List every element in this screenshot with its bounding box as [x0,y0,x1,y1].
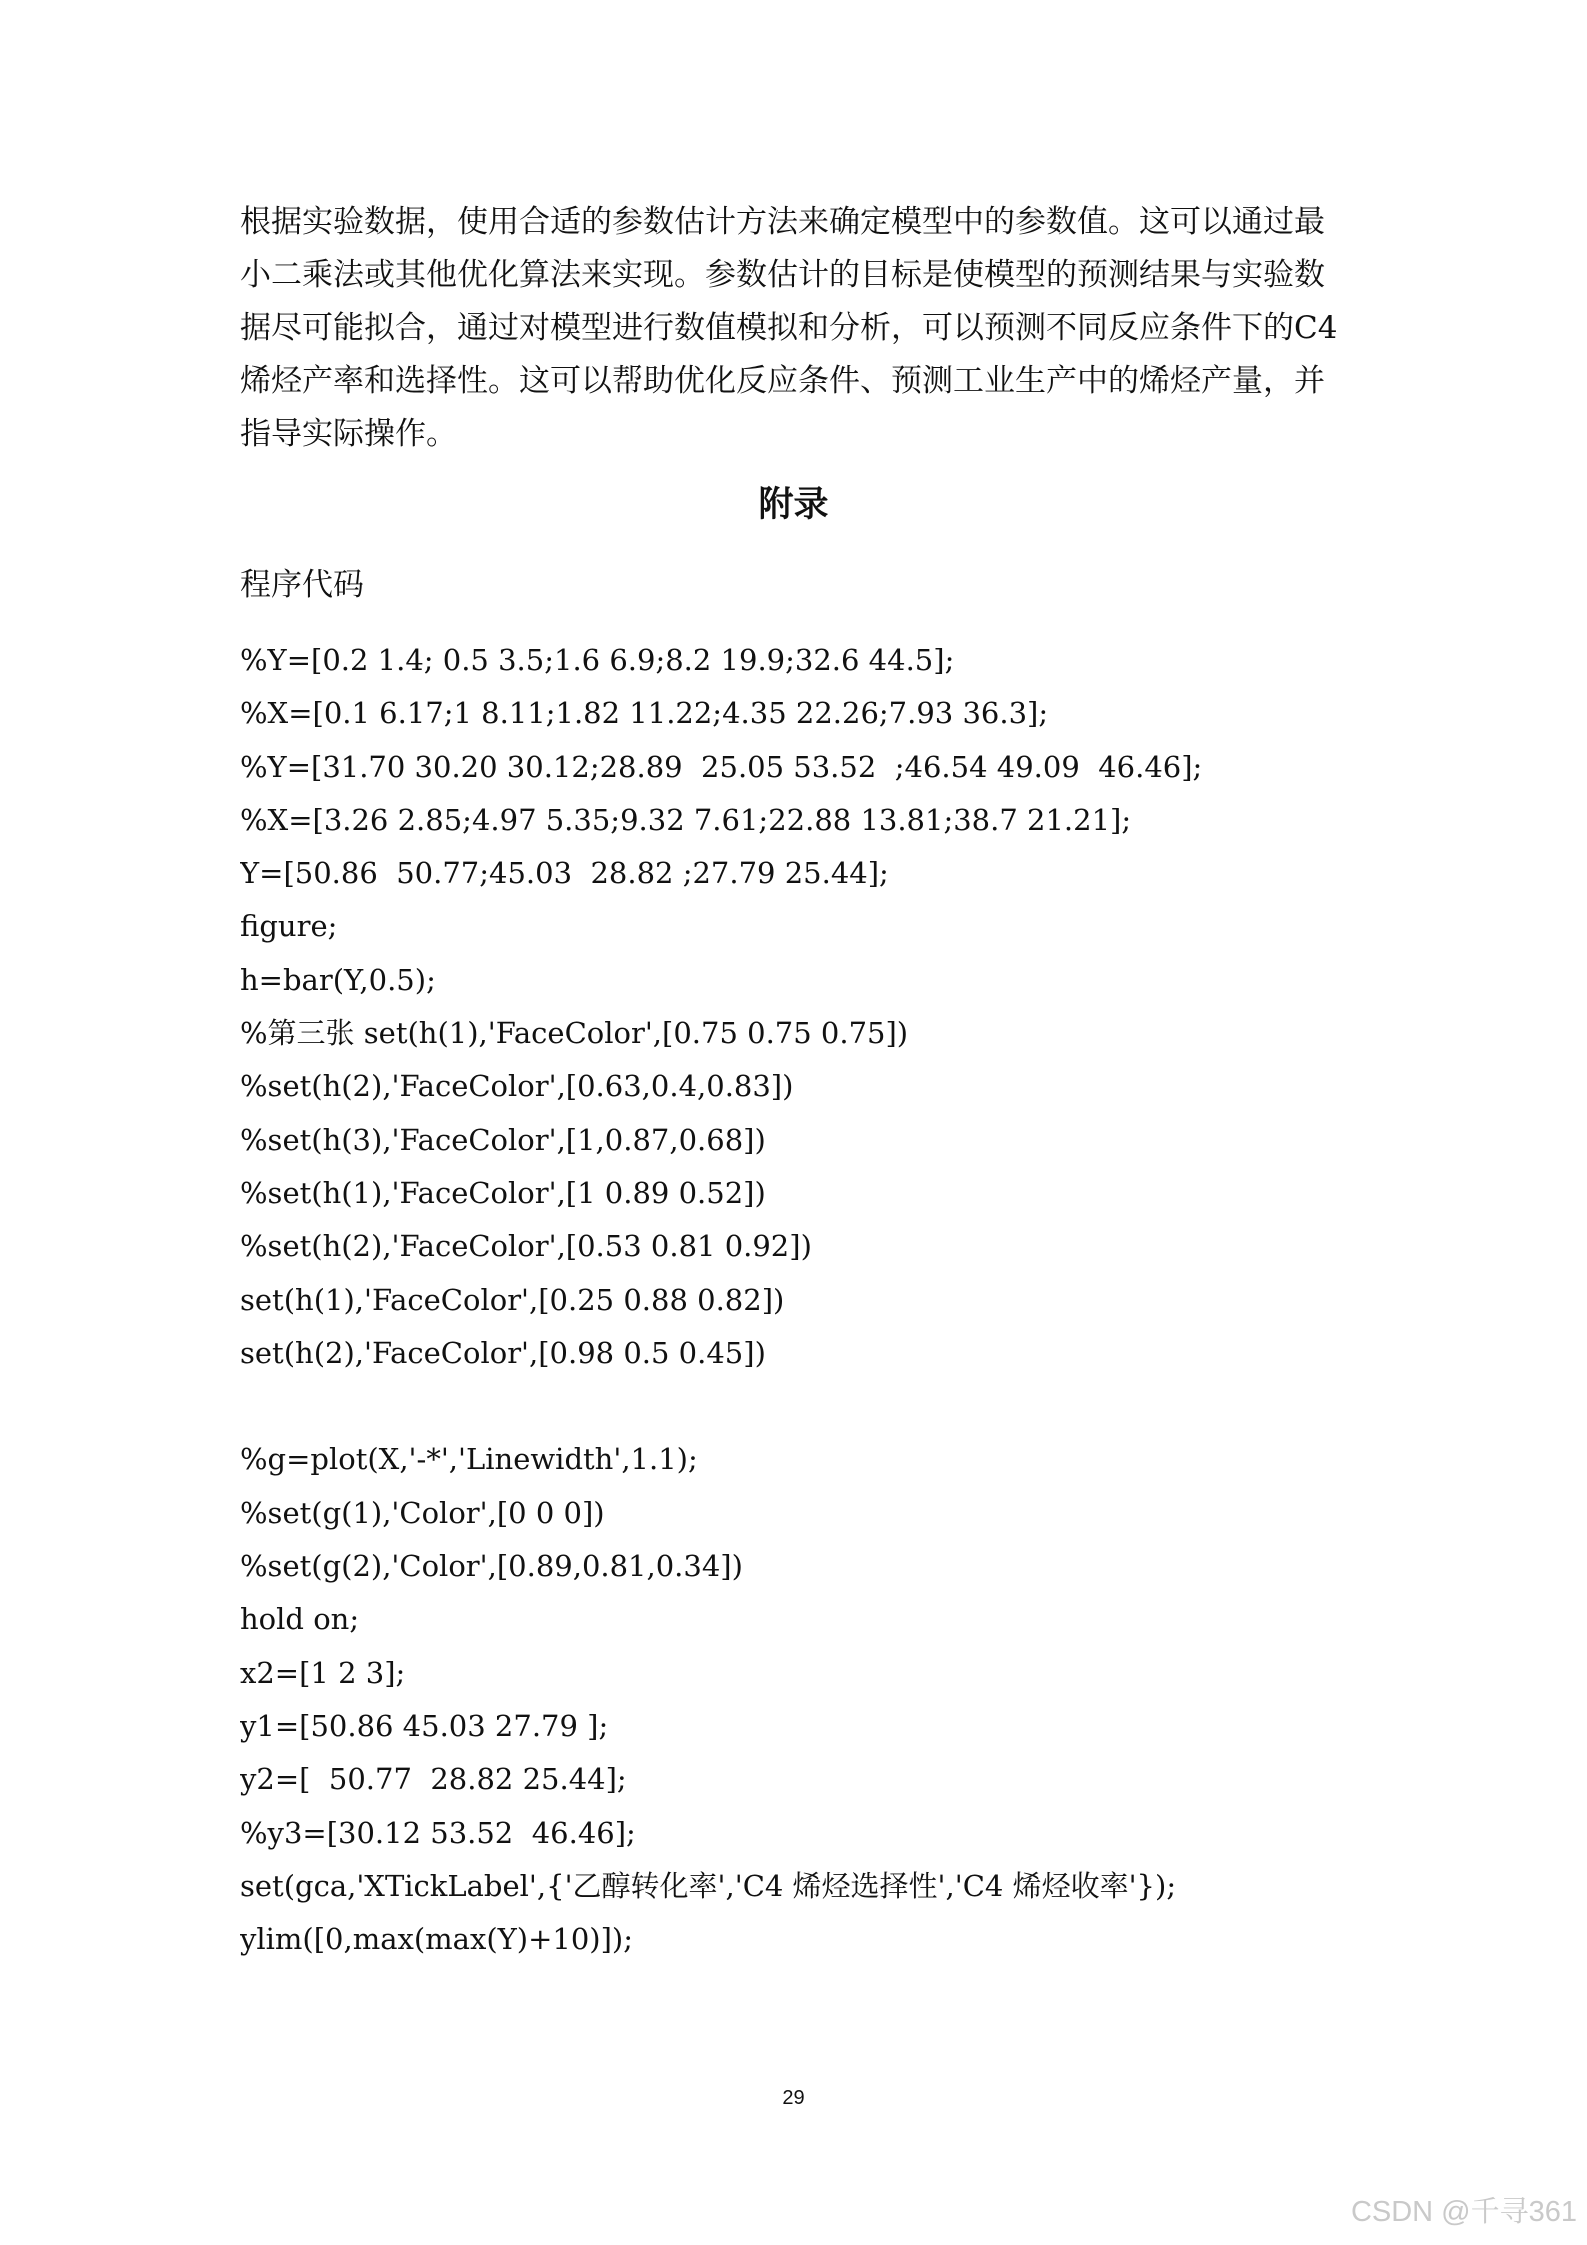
code-line: x2=[1 2 3]; [240,1655,406,1690]
code-listing [240,634,1390,1966]
code-line: %Y=[31.70 30.20 30.12;28.89 25.05 53.52 ;46.54 49.09 46.46]; [240,749,1203,784]
paragraph-line: 根据实验数据，使用合适的参数估计方法来确定模型中的参数值。这可以通过最 [240,204,1325,240]
page-number: 29 [782,2087,805,2109]
code-section-label: 程序代码 [240,567,364,603]
code-line: %Y=[0.2 1.4; 0.5 3.5;1.6 6.9;8.2 19.9;32.6 44.5]; [240,643,955,677]
code-line: %g=plot(X,'-*','Linewidth',1.1); [240,1442,698,1477]
code-line: %set(g(1),'Color',[0 0 0]) [240,1495,605,1530]
code-line: h=bar(Y,0.5); [240,962,436,997]
code-line: %X=[3.26 2.85;4.97 5.35;9.32 7.61;22.88 13.81;38.7 21.21]; [240,802,1132,837]
code-line: %set(h(2),'FaceColor',[0.53 0.81 0.92]) [240,1229,812,1264]
code-line: %set(h(1),'FaceColor',[1 0.89 0.52]) [240,1175,766,1210]
code-line: %set(h(2),'FaceColor',[0.63,0.4,0.83]) [240,1069,794,1104]
code-line: set(gca,'XTickLabel',{'乙醇转化率','C4 烯烃选择性','C4 烯烃收率'}); [240,1868,1177,1903]
code-line: set(h(1),'FaceColor',[0.25 0.88 0.82]) [240,1282,785,1317]
appendix-heading: 附录 [758,485,829,525]
code-line: hold on; [240,1602,360,1637]
code-line: %set(g(2),'Color',[0.89,0.81,0.34]) [240,1549,743,1584]
paragraph-line: 小二乘法或其他优化算法来实现。参数估计的目标是使模型的预测结果与实验数 [240,257,1325,293]
watermark: CSDN @千寻361 [1350,2196,1577,2228]
body-paragraph [240,196,1350,461]
code-line: %set(h(3),'FaceColor',[1,0.87,0.68]) [240,1122,766,1157]
blank-code-line [240,1380,1390,1433]
paragraph-line: 据尽可能拟合，通过对模型进行数值模拟和分析，可以预测不同反应条件下的C4 [240,310,1338,346]
code-line: %第三张 set(h(1),'FaceColor',[0.75 0.75 0.75]) [240,1016,909,1051]
paragraph-line: 指导实际操作。 [240,416,457,452]
code-line: %X=[0.1 6.17;1 8.11;1.82 11.22;4.35 22.26;7.93 36.3]; [240,696,1049,731]
code-line: set(h(2),'FaceColor',[0.98 0.5 0.45]) [240,1335,766,1370]
code-line: ylim([0,max(max(Y)+10)]); [240,1922,634,1957]
paragraph-line: 烯烃产率和选择性。这可以帮助优化反应条件、预测工业生产中的烯烃产量，并 [240,363,1325,399]
code-line: %y3=[30.12 53.52 46.46]; [240,1815,636,1850]
code-line: y2=[ 50.77 28.82 25.44]; [240,1762,627,1797]
code-line: figure; [240,909,338,944]
code-line: Y=[50.86 50.77;45.03 28.82 ;27.79 25.44]; [240,856,889,891]
code-line: y1=[50.86 45.03 27.79 ]; [240,1708,609,1743]
